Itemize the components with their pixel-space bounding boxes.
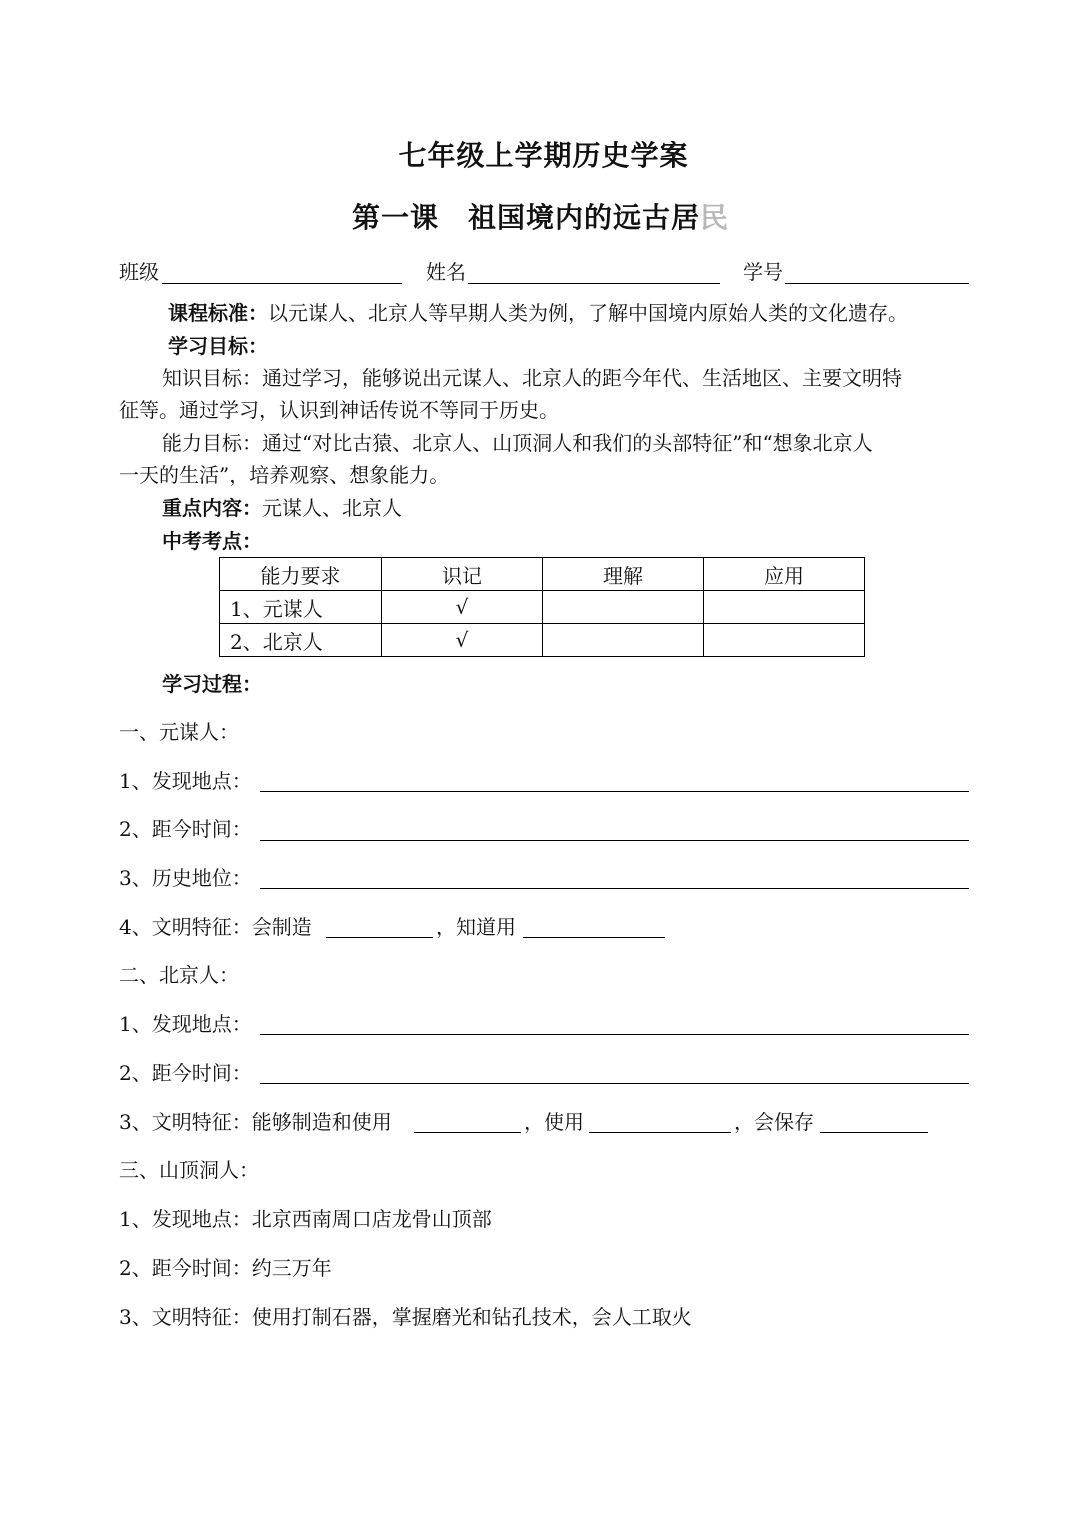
section-heading: 三、山顶洞人： <box>119 1158 259 1182</box>
table-cell[interactable] <box>543 624 704 657</box>
check-mark: √ <box>382 591 543 624</box>
class-field <box>119 256 159 288</box>
lesson-title-main: 第一课 祖国境内的远古居 <box>352 201 701 234</box>
table-row <box>220 591 865 624</box>
beijing-civilization-c: ，会保存 <box>734 1110 814 1134</box>
table-header-cell: 识记 <box>382 558 543 591</box>
class-label: 班级 <box>119 260 159 284</box>
table-row <box>220 624 865 657</box>
yuanmou-status-label: 3、历史地位： <box>119 866 252 890</box>
lesson-title-tail: 民 <box>700 201 730 234</box>
table-cell: 1、元谋人 <box>220 591 382 624</box>
table-cell[interactable] <box>704 624 865 657</box>
name-blank[interactable] <box>468 283 720 284</box>
beijing-use-blank[interactable] <box>589 1132 731 1133</box>
upper-cave-location: 1、发现地点：北京西南周口店龙骨山顶部 <box>119 1207 492 1231</box>
table-header-cell: 能力要求 <box>220 558 382 591</box>
course-standard-text: 以元谋人、北京人等早期人类为例，了解中国境内原始人类的文化遗存。 <box>268 301 908 325</box>
number-blank[interactable] <box>785 283 969 284</box>
table-header-cell: 理解 <box>543 558 704 591</box>
beijing-civilization-a: 3、文明特征：能够制造和使用 <box>119 1110 392 1134</box>
table-cell[interactable] <box>543 591 704 624</box>
beijing-time-label: 2、距今时间： <box>119 1061 252 1085</box>
lesson-title <box>352 196 729 236</box>
yuanmou-tool-blank[interactable] <box>326 937 433 938</box>
knowledge-goal-line2: 征等。通过学习，认识到神话传说不等同于历史。 <box>119 398 559 422</box>
table-header-cell: 应用 <box>704 558 865 591</box>
beijing-location-label: 1、发现地点： <box>119 1012 252 1036</box>
course-standard-label: 课程标准： <box>168 301 268 325</box>
beijing-civilization-b: ，使用 <box>524 1110 584 1134</box>
number-label: 学号 <box>743 260 783 284</box>
yuanmou-location-blank[interactable] <box>260 791 969 792</box>
section-heading: 二、北京人： <box>119 963 239 987</box>
knowledge-goal-line1: 知识目标：通过学习，能够说出元谋人、北京人的距今年代、生活地区、主要文明特 <box>162 366 902 390</box>
key-content-label: 重点内容： <box>162 496 262 520</box>
yuanmou-time-label: 2、距今时间： <box>119 817 252 841</box>
course-standard <box>168 297 908 329</box>
yuanmou-use-blank[interactable] <box>523 937 665 938</box>
learning-goals-label: 学习目标： <box>168 334 268 358</box>
beijing-location-blank[interactable] <box>260 1034 969 1035</box>
number-field <box>743 256 783 288</box>
table-cell: 2、北京人 <box>220 624 382 657</box>
beijing-keep-blank[interactable] <box>820 1132 928 1133</box>
beijing-tool-blank[interactable] <box>414 1132 521 1133</box>
yuanmou-civilization-a: 4、文明特征：会制造 <box>119 915 312 939</box>
name-label: 姓名 <box>426 260 466 284</box>
check-mark: √ <box>382 624 543 657</box>
yuanmou-time-blank[interactable] <box>260 840 969 841</box>
upper-cave-time: 2、距今时间：约三万年 <box>119 1256 332 1280</box>
class-blank[interactable] <box>162 283 402 284</box>
learning-process-label: 学习过程： <box>162 672 262 696</box>
page-title: 七年级上学期历史学案 <box>398 139 689 172</box>
yuanmou-location-label: 1、发现地点： <box>119 769 252 793</box>
section-heading: 一、元谋人： <box>119 720 239 744</box>
table-cell[interactable] <box>704 591 865 624</box>
table-header-row <box>220 558 865 591</box>
ability-goal-line2: 一天的生活”，培养观察、想象能力。 <box>119 463 450 487</box>
yuanmou-civilization-b: ，知道用 <box>436 915 516 939</box>
ability-goal-line1: 能力目标：通过“对比古猿、北京人、山顶洞人和我们的头部特征”和“想象北京人 <box>162 431 873 455</box>
exam-points-label: 中考考点： <box>162 529 262 553</box>
exam-points-table <box>219 557 865 657</box>
yuanmou-status-blank[interactable] <box>260 888 969 889</box>
key-content <box>162 492 402 524</box>
name-field <box>426 256 466 288</box>
key-content-text: 元谋人、北京人 <box>262 496 402 520</box>
upper-cave-civilization: 3、文明特征：使用打制石器，掌握磨光和钻孔技术，会人工取火 <box>119 1305 692 1329</box>
beijing-time-blank[interactable] <box>260 1083 969 1084</box>
